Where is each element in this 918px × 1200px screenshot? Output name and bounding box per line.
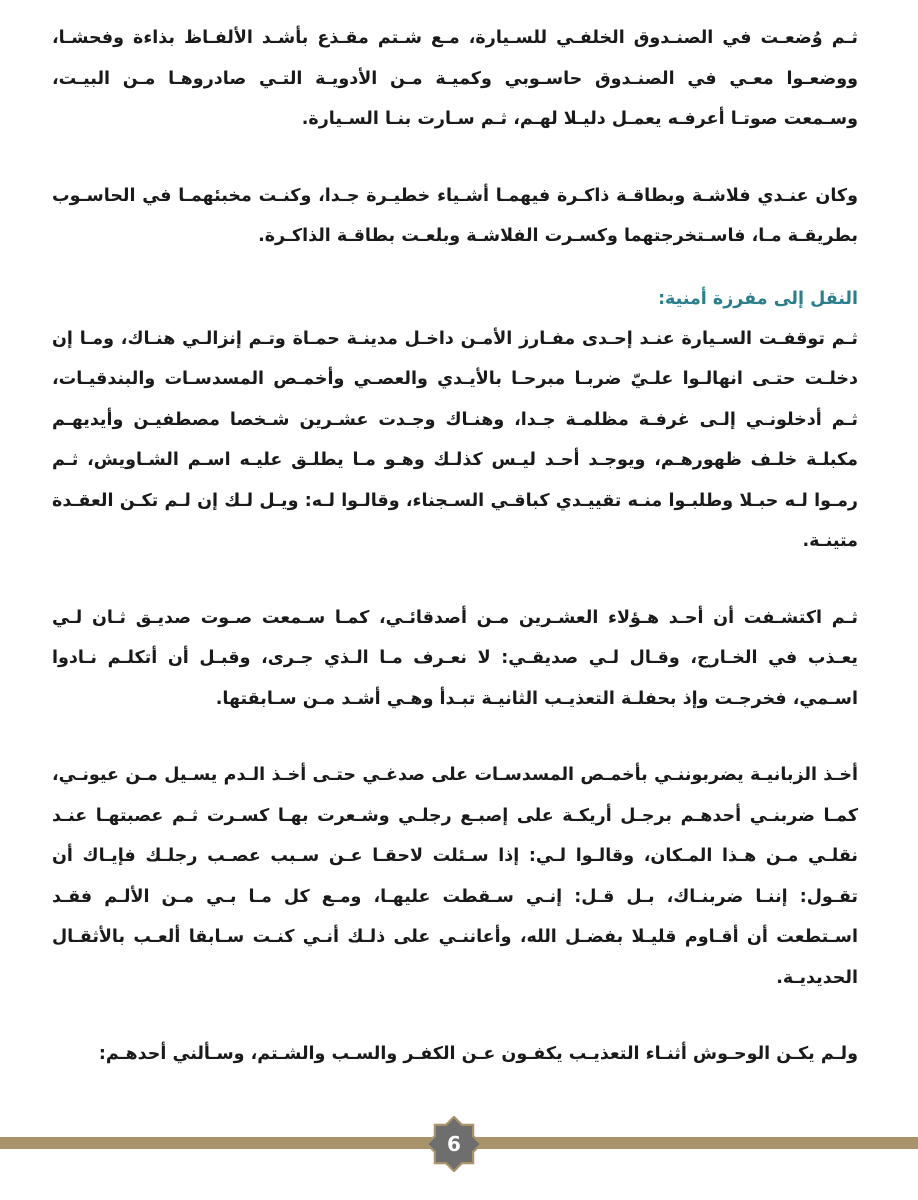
- paragraph-5: أخـذ الزبانيـة يضربوننـي بأخمـص المسدسـات على صدغـي حتـى أخـذ الـدم يسـيل مـن عيونـي، كمـا ضربنـي أحدهـم برجـل أريكـة على إصبـع رجلـي وشـعرت بهـا كسـرت ثـم عصبتهـا عنـد نقلـي مـن هـذا المـكان، وقالـوا لـي: إذا سـئلت لاحقـا عـن سـبب عصـب رجلـك فإيـاك أن تقـول: إننـا ضربنـاك، بـل قـل: إنـي سـقطت عليهـا، ومـع كل مـا بـي مـن الألـم فقـد اسـتطعت أن أقـاوم قليـلا بفضـل الله، وأعاننـي على ذلـك أنـي كنـت سـابقا ألعـب بالأثقـال الحديديـة.: [52, 765, 858, 988]
- paragraph-6: ولـم يكـن الوحـوش أثنـاء التعذيـب يكفـون عـن الكفـر والسـب والشـتم، وسـألني أحدهـم:: [98, 1044, 858, 1064]
- paragraph-4: ثـم اكتشـفت أن أحـد هـؤلاء العشـرين مـن أصدقائـي، كمـا سـمعت صـوت صديـق ثـان لـي يعـذب في الخـارج، وقـال لـي صديقـي: لا نعـرف مـا الـذي جـرى، وقبـل أن أتكلـم نـادوا اسـمي، فخرجـت وإذ بحفلـة التعذيـب الثانيـة تبـدأ وهـي أشـد مـن سـابقتها.: [52, 607, 858, 709]
- page-number: 6: [447, 1132, 461, 1156]
- page-content: [52, 18, 858, 1075]
- section-heading: النقل إلى مفرزة أمنية:: [658, 288, 858, 309]
- paragraph-3: ثـم توقفـت السـيارة عنـد إحـدى مفـارز الأمـن داخـل مدينـة حمـاة وتـم إنزالـي هنـاك، ومـا إن دخلـت حتـى انهالـوا علـيّ ضربـا مبرحـا بالأيـدي والعصـي وأخمـص المسدسـات والبندقيـات، ثـم أدخلونـي إلـى غرفـة مظلمـة جـدا، وهنـاك وجـدت عشـرين شـخصا مصطفيـن وأيديهـم مكبلـة خلـف ظهورهـم، ويوجـد أحـد ليـس كذلـك وهـو مـا يطلـق عليـه اسـم الشـاويش، ثـم رمـوا لـه حبـلا وطلبـوا منـه تقييـدي كباقـي السـجناء، وقالـوا لـه: ويـل لـك إن لـم تكـن العقـدة متينـة.: [52, 328, 858, 551]
- paragraph-1: ثـم وُضعـت في الصنـدوق الخلفـي للسـيارة، مـع شـتم مقـذع بأشـد الألفـاظ بذاءة وفحشـا، ووضعـوا معـي في الصنـدوق حاسـوبي وكميـة مـن الأدويـة التـي صادروهـا مـن البيـت، وسـمعت صوتـا أعرفـه يعمـل دليـلا لهـم، ثـم سـارت بنـا السـيارة.: [52, 28, 858, 129]
- page-number-badge: [426, 1116, 482, 1172]
- paragraph-2: وكان عنـدي فلاشـة وبطاقـة ذاكـرة فيهمـا أشـياء خطيـرة جـدا، وكنـت مخبئهمـا في الحاسـوب بطريقـة مـا، فاسـتخرجتهما وكسـرت الفلاشـة وبلعـت بطاقـة الذاكـرة.: [52, 185, 858, 246]
